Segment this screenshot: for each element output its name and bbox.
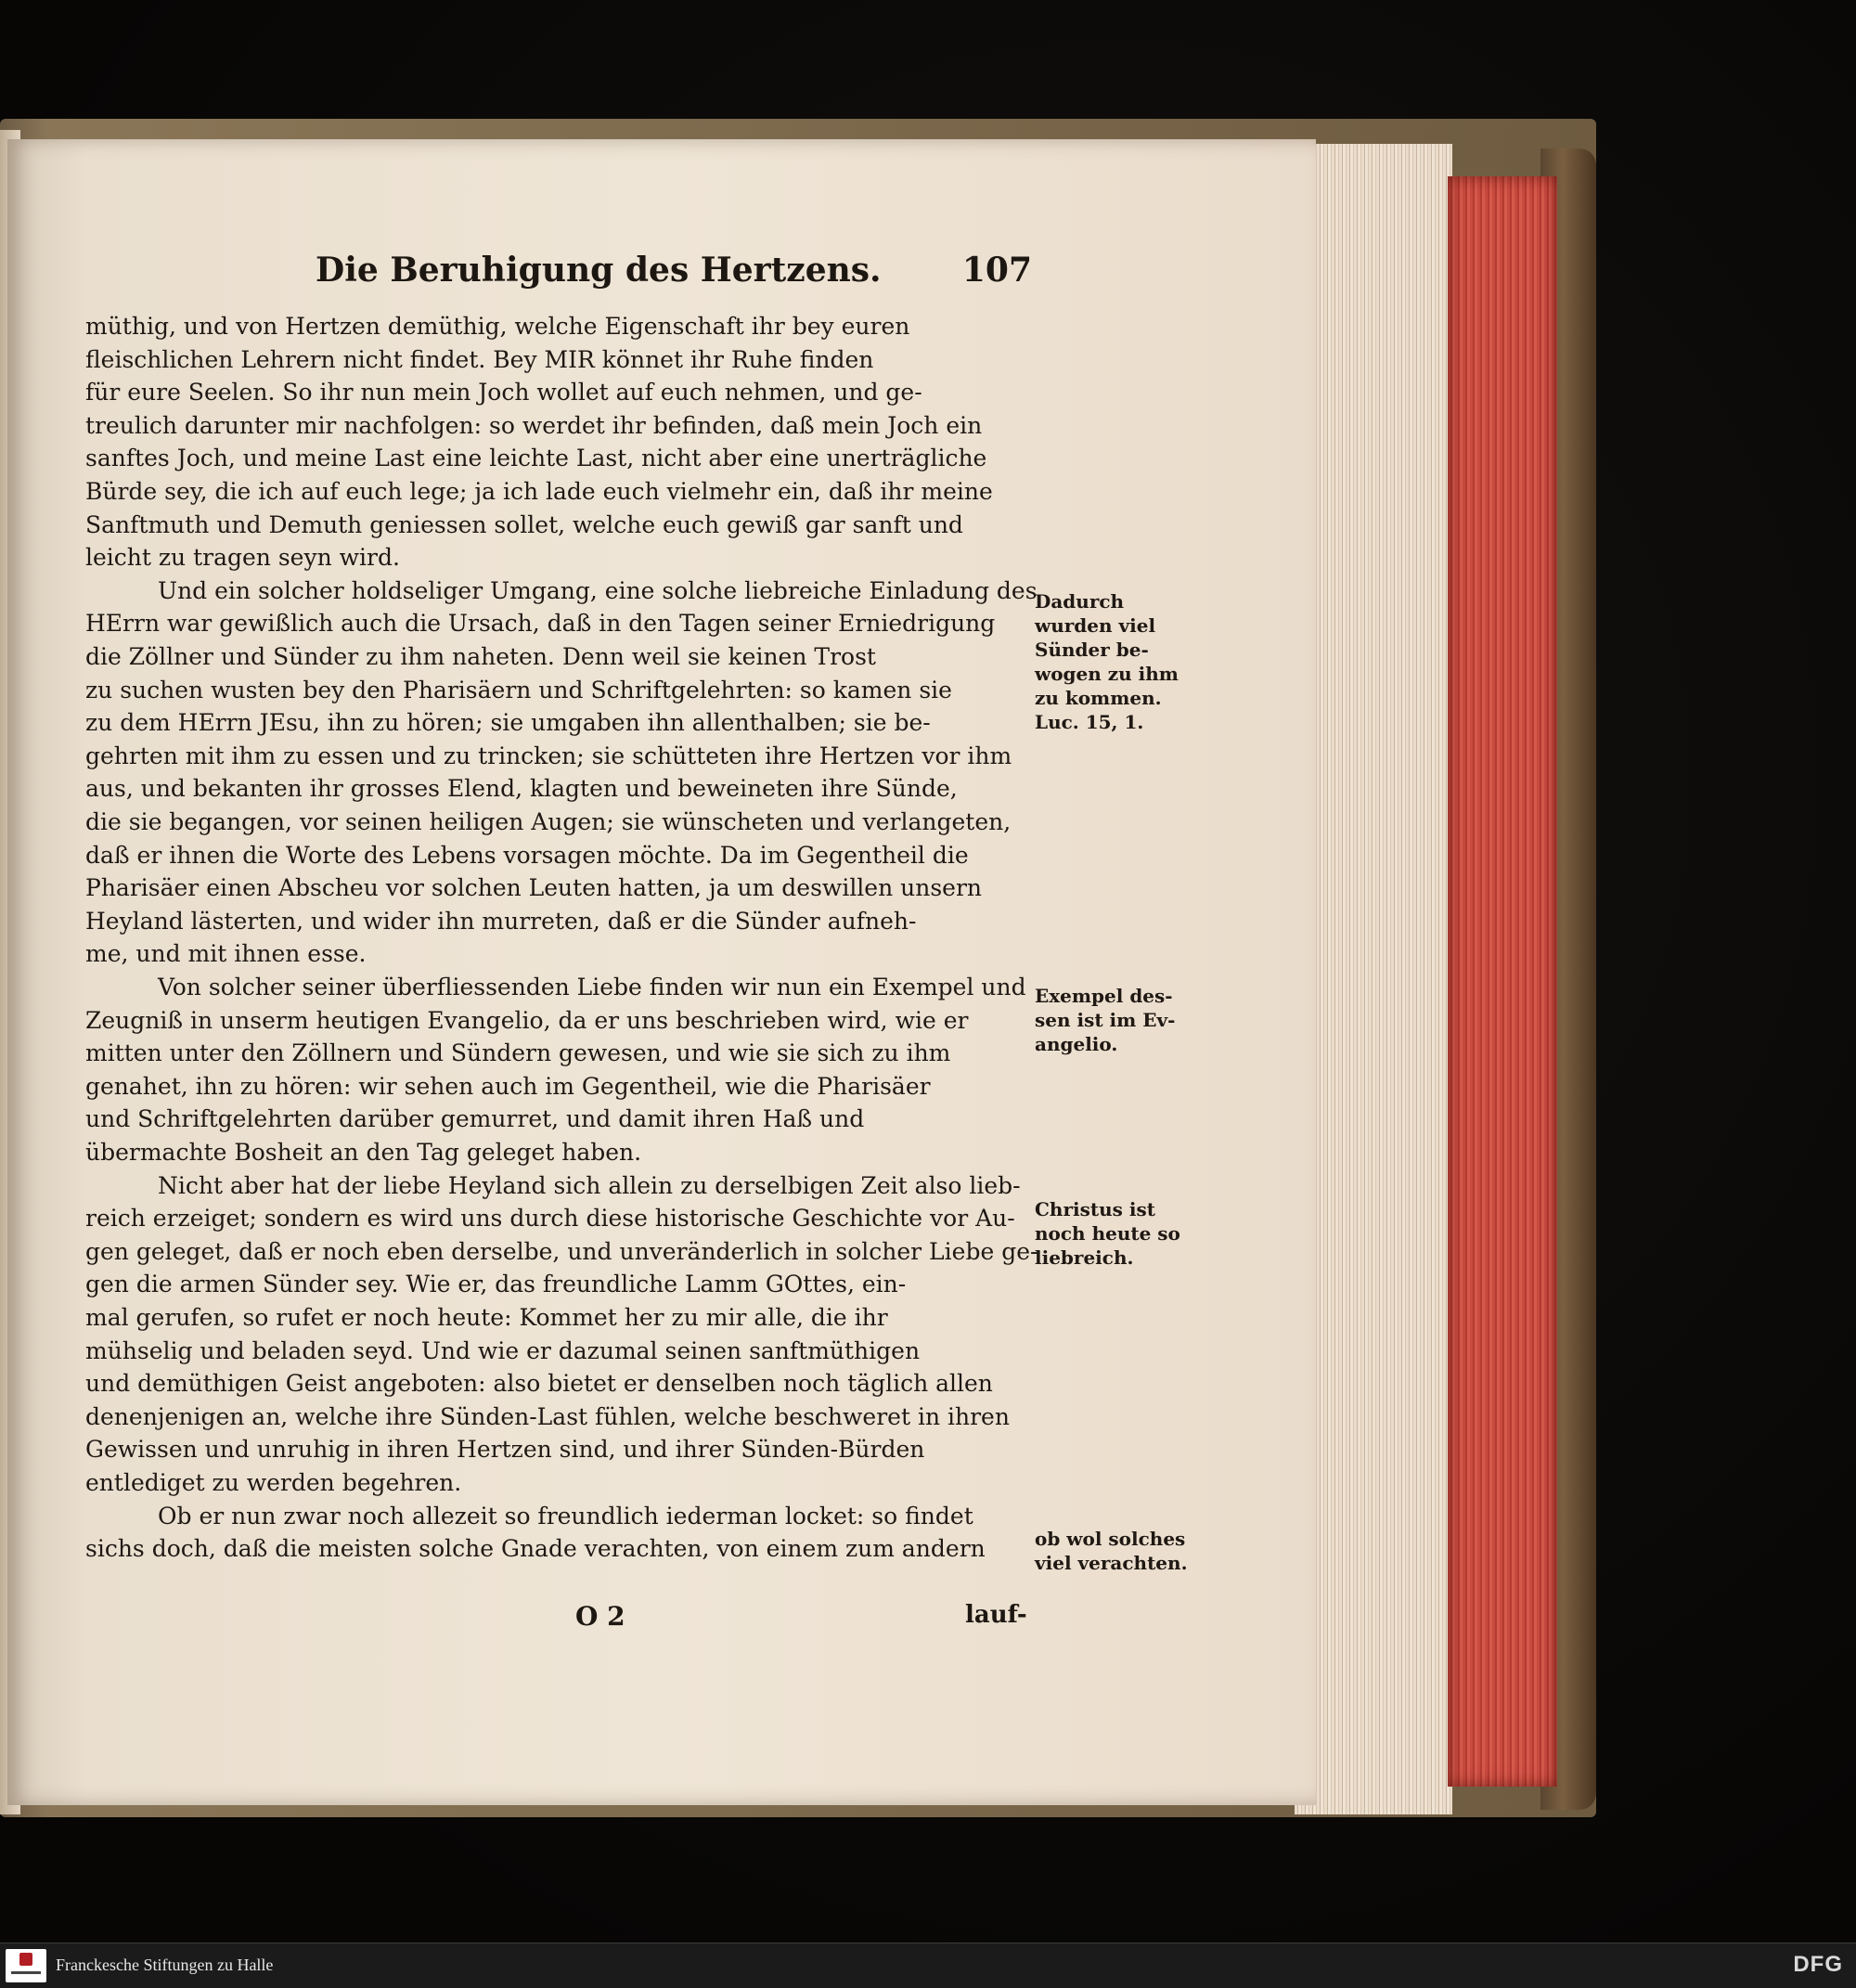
text-line: die sie begangen, vor seinen heiligen Augen; sie wünscheten und verlangeten, xyxy=(85,808,1012,835)
text-line: Gewissen und unruhig in ihren Hertzen sind, und ihrer Sünden-Bürden xyxy=(85,1436,925,1464)
text-line: Und ein solcher holdseliger Umgang, eine solche liebreiche Einladung des xyxy=(158,576,1038,604)
margin-note-line: Exempel des- xyxy=(1035,985,1173,1007)
institution-name: Franckesche Stiftungen zu Halle xyxy=(56,1956,274,1974)
margin-note-line: ob wol solches xyxy=(1035,1528,1186,1550)
margin-note-line: Sünder be- xyxy=(1035,639,1149,661)
institution-logo xyxy=(6,1949,46,1982)
dfg-logo: DFG xyxy=(1793,1952,1843,1977)
red-page-edge xyxy=(1448,176,1557,1787)
text-line: gen die armen Sünder sey. Wie er, das freundliche Lamm GOttes, ein- xyxy=(85,1271,907,1298)
text-line: gehrten mit ihm zu essen und zu trincken; sie schütteten ihre Hertzen vor ihm xyxy=(85,742,1012,769)
text-line: müthig, und von Hertzen demüthig, welche Eigenschaft ihr bey euren xyxy=(85,313,910,340)
text-line: für eure Seelen. So ihr nun mein Joch wollet auf euch nehmen, und ge- xyxy=(85,379,922,407)
text-line: mitten unter den Zöllnern und Sündern gewesen, und wie sie sich zu ihm xyxy=(85,1039,951,1067)
margin-note-line: viel verachten. xyxy=(1035,1552,1188,1574)
text-line: Ob er nun zwar noch allezeit so freundlich iederman locket: so findet xyxy=(158,1502,973,1530)
text-line: Heyland lästerten, und wider ihn murreten, daß er die Sünder aufneh- xyxy=(85,907,917,935)
margin-note-line: liebreich. xyxy=(1035,1246,1134,1269)
text-line: Zeugniß in unserm heutigen Evangelio, da er uns beschrieben wird, wie er xyxy=(85,1006,969,1034)
text-line: gen geleget, daß er noch eben derselbe, und unveränderlich in solcher Liebe ge- xyxy=(85,1237,1038,1265)
margin-note-line: sen ist im Ev- xyxy=(1035,1009,1176,1031)
text-line: aus, und bekanten ihr grosses Elend, klagten und beweineten ihre Sünde, xyxy=(85,775,958,803)
running-head xyxy=(85,251,1032,297)
text-line: mal gerufen, so rufet er noch heute: Kommet her zu mir alle, die ihr xyxy=(85,1304,888,1331)
text-line: übermachte Bosheit an den Tag geleget haben. xyxy=(85,1139,642,1166)
page-number: 107 xyxy=(961,251,1032,290)
viewer-footer xyxy=(0,1943,1856,1988)
margin-note-line: wurden viel xyxy=(1035,614,1156,637)
margin-note-line: Christus ist xyxy=(1035,1198,1155,1220)
text-line: Nicht aber hat der liebe Heyland sich allein zu derselbigen Zeit also lieb- xyxy=(158,1171,1021,1199)
text-line: Sanftmuth und Demuth geniessen sollet, welche euch gewiß gar sanft und xyxy=(85,510,963,538)
margin-note xyxy=(1035,1197,1183,1270)
margin-note xyxy=(1035,589,1183,734)
text-line: Pharisäer einen Abscheu vor solchen Leuten hatten, ja um deswillen unsern xyxy=(85,874,983,902)
text-line: sanftes Joch, und meine Last eine leichte Last, nicht aber eine unerträgliche xyxy=(85,445,987,472)
text-line: me, und mit ihnen esse. xyxy=(85,940,367,968)
margin-note-line: zu kommen. xyxy=(1035,687,1162,709)
catchword: lauf- xyxy=(965,1601,1027,1629)
text-line: und demüthigen Geist angeboten: also bietet er denselben noch täglich allen xyxy=(85,1370,993,1398)
text-line: leicht zu tragen seyn wird. xyxy=(85,544,400,572)
text-line: genahet, ihn zu hören: wir sehen auch im Gegentheil, wie die Pharisäer xyxy=(85,1072,931,1100)
text-line: und Schriftgelehrten darüber gemurret, und damit ihren Haß und xyxy=(85,1105,865,1133)
text-line: fleischlichen Lehrern nicht findet. Bey MIR könnet ihr Ruhe finden xyxy=(85,345,874,373)
text-line: mühselig und beladen seyd. Und wie er dazumal seinen sanftmüthigen xyxy=(85,1336,921,1364)
text-line: reich erzeiget; sondern es wird uns durch diese historische Geschichte vor Au- xyxy=(85,1205,1015,1233)
text-line: zu dem HErrn JEsu, ihn zu hören; sie umgaben ihn allenthalben; sie be- xyxy=(85,709,931,737)
margin-note-line: angelio. xyxy=(1035,1033,1118,1055)
text-line: treulich darunter mir nachfolgen: so werdet ihr befinden, daß mein Joch ein xyxy=(85,411,983,439)
text-line: die Zöllner und Sünder zu ihm naheten. Denn weil sie keinen Trost xyxy=(85,643,876,670)
text-line: Bürde sey, die ich auf euch lege; ja ich lade euch vielmehr ein, daß ihr meine xyxy=(85,478,993,505)
margin-note-line: noch heute so xyxy=(1035,1222,1180,1245)
margin-note xyxy=(1035,1527,1188,1575)
text-line: entlediget zu werden begehren. xyxy=(85,1469,462,1496)
margin-note xyxy=(1035,984,1183,1056)
margin-note-line: Luc. 15, 1. xyxy=(1035,711,1144,733)
text-line: daß er ihnen die Worte des Lebens vorsagen möchte. Da im Gegentheil die xyxy=(85,841,969,869)
margin-note-line: Dadurch xyxy=(1035,590,1125,613)
page-edges xyxy=(1295,144,1452,1814)
text-line: sichs doch, daß die meisten solche Gnade verachten, von einem zum andern xyxy=(85,1535,986,1563)
margin-note-line: wogen zu ihm xyxy=(1035,663,1179,685)
text-line: Von solcher seiner überfliessenden Liebe finden wir nun ein Exempel und xyxy=(158,974,1026,1000)
running-title: Die Beruhigung des Hertzens. xyxy=(316,251,882,290)
text-line: zu suchen wusten bey den Pharisäern und Schriftgelehrten: so kamen sie xyxy=(85,676,952,704)
signature-mark: O 2 xyxy=(575,1601,625,1632)
text-line: HErrn war gewißlich auch die Ursach, daß in den Tagen seiner Erniedrigung xyxy=(85,610,996,638)
text-line: denenjenigen an, welche ihre Sünden-Last fühlen, welche beschweret in ihren xyxy=(85,1402,1010,1430)
